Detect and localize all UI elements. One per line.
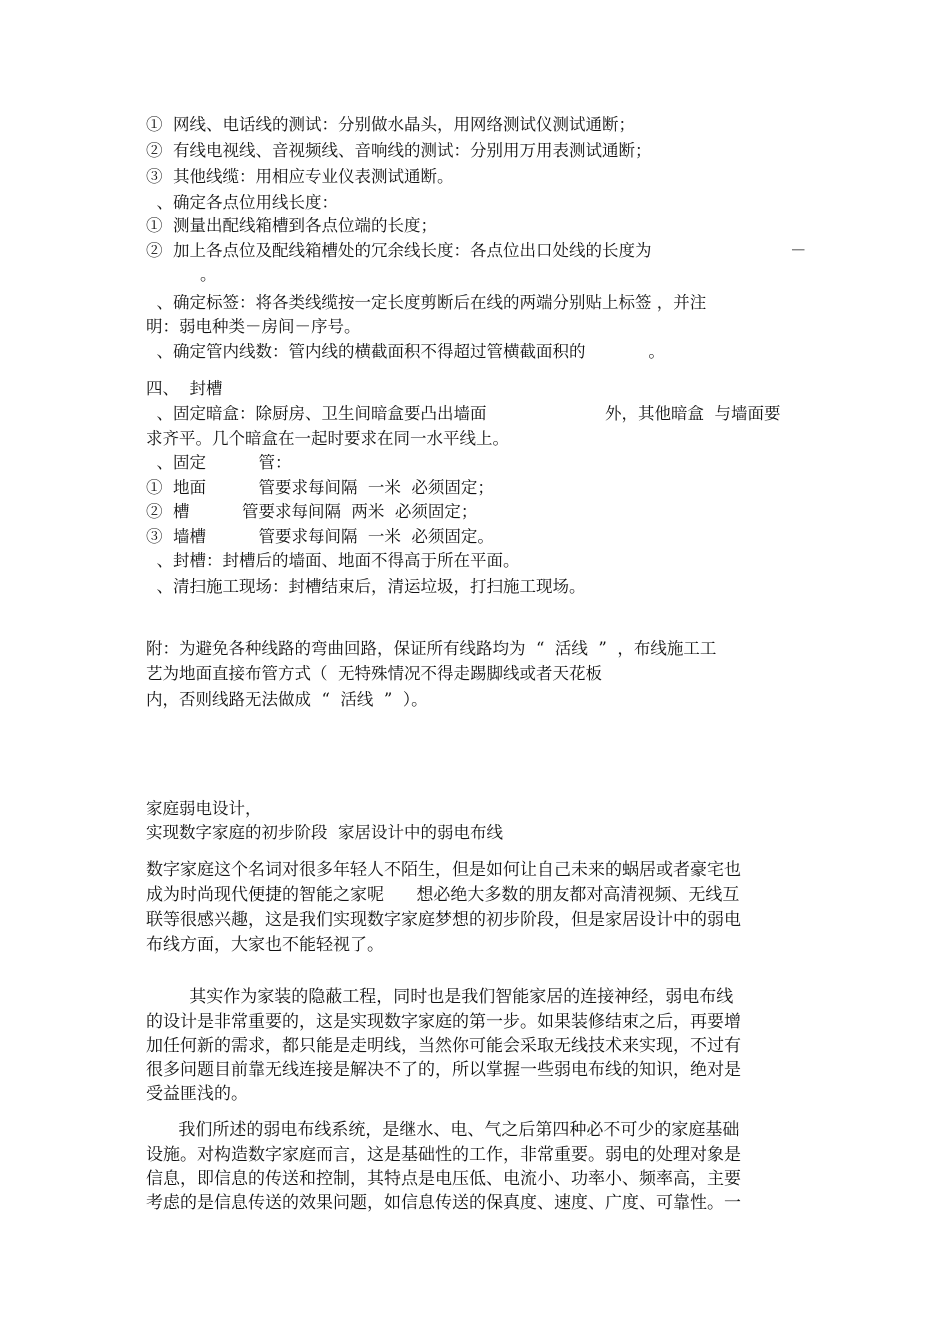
- length-dash: －: [790, 241, 807, 260]
- p1-line: 数字家庭这个名词对很多年轻人不陌生，但是如何让自己未来的蜗居或者豪宅也: [146, 860, 741, 880]
- length-item-redundant: ② 加上各点位及配线箱槽处的冗余线长度：各点位出口处线的长度为: [146, 241, 652, 260]
- p2-line: 其实作为家装的隐蔽工程，同时也是我们智能家居的连接神经，弱电布线: [146, 987, 734, 1007]
- p3-line: 信息，即信息的传送和控制，其特点是电压低、电流小、功率小、频率高，主要: [146, 1169, 741, 1189]
- length-tail: 。: [200, 265, 217, 284]
- p1-line: 联等很感兴趣，这是我们实现数字家庭梦想的初步阶段，但是家居设计中的弱电: [146, 910, 741, 930]
- test-item-network: ① 网线、电话线的测试：分别做水晶头，用网络测试仪测试通断；: [146, 115, 635, 134]
- label-line-1: 、确定标签：将各类线缆按一定长度剪断后在线的两端分别贴上标签 ，并注: [146, 293, 707, 312]
- p2-line: 加任何新的需求，都只能是走明线，当然你可能会采取无线技术来实现，不过有: [146, 1036, 741, 1056]
- test-item-av: ② 有线电视线、音视频线、音响线的测试：分别用万用表测试通断；: [146, 141, 652, 160]
- p1-line: 布线方面，大家也不能轻视了。: [146, 935, 384, 955]
- tube-line: 、确定管内线数：管内线的横截面积不得超过管横截面积的 。: [146, 342, 665, 361]
- box-line-1-right: 外，其他暗盒 与墙面要: [605, 404, 781, 423]
- pipe-item-wall: ③ 墙槽 管要求每间隔 一米 必须固定。: [146, 527, 494, 546]
- note-line-2: 艺为地面直接布管方式（ 无特殊情况不得走踢脚线或者天花板: [146, 664, 602, 683]
- pipe-heading: 、固定 管：: [146, 453, 292, 472]
- p3-line: 考虑的是信息传送的效果问题，如信息传送的保真度、速度、广度、可靠性。一: [146, 1193, 741, 1213]
- note-line-1: 附：为避免各种线路的弯曲回路，保证所有线路均为 “ 活线 ” ，布线施工工: [146, 639, 717, 658]
- p2-line: 受益匪浅的。: [146, 1084, 248, 1104]
- seal-line: 、封槽：封槽后的墙面、地面不得高于所在平面。: [146, 551, 520, 570]
- p1-line: 成为时尚现代便捷的智能之家呢 想必绝大多数的朋友都对高清视频、无线互: [146, 885, 740, 905]
- p2-line: 很多问题目前靠无线连接是解决不了的，所以掌握一些弱电布线的知识，绝对是: [146, 1060, 741, 1080]
- article-title-2: 实现数字家庭的初步阶段 家居设计中的弱电布线: [146, 823, 503, 842]
- box-line-1: 、固定暗盒：除厨房、卫生间暗盒要凸出墙面: [146, 404, 487, 423]
- article-title-1: 家庭弱电设计，: [146, 799, 262, 818]
- note-line-3: 内，否则线路无法做成 “ 活线 ” ）。: [146, 690, 428, 709]
- pipe-item-floor: ① 地面 管要求每间隔 一米 必须固定；: [146, 478, 494, 497]
- box-line-2: 求齐平。几个暗盒在一起时要求在同一水平线上。: [146, 429, 509, 448]
- pipe-item-slot: ② 槽 管要求每间隔 两米 必须固定；: [146, 502, 478, 521]
- p3-line: 设施。对构造数字家庭而言，这是基础性的工作，非常重要。弱电的处理对象是: [146, 1145, 741, 1165]
- section-heading-seal: 四、 封槽: [146, 379, 223, 398]
- length-item-measure: ① 测量出配线箱槽到各点位端的长度；: [146, 216, 437, 235]
- clean-line: 、清扫施工现场：封槽结束后，清运垃圾，打扫施工现场。: [146, 577, 586, 596]
- test-item-other: ③ 其他线缆：用相应专业仪表测试通断。: [146, 167, 454, 186]
- p3-line: 我们所述的弱电布线系统，是继水、电、气之后第四种必不可少的家庭基础: [146, 1120, 740, 1140]
- length-heading: 、确定各点位用线长度：: [146, 193, 338, 212]
- label-line-2: 明：弱电种类－房间－序号。: [146, 317, 361, 336]
- p2-line: 的设计是非常重要的，这是实现数字家庭的第一步。如果装修结束之后，再要增: [146, 1012, 741, 1032]
